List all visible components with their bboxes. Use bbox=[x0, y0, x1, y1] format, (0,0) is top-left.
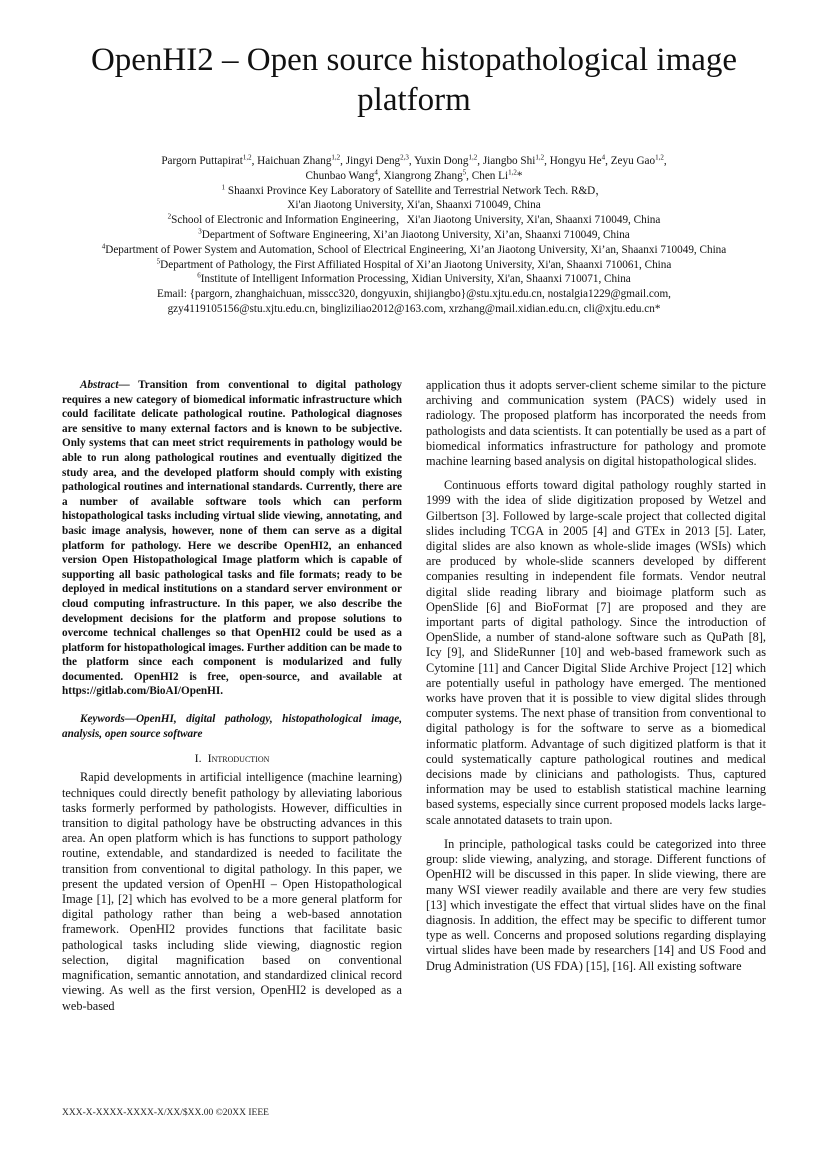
affiliation-text: Department of Pathology, the First Affiliated Hospital of Xi’an Jiaotong University, Xi'an, Shaanxi 710061, China bbox=[160, 258, 672, 271]
email-line-2: gzy4119105156@stu.xjtu.edu.cn, bingliziliao2012@163.com, xrzhang@mail.xidian.edu.cn, cli@xjtu.edu.cn* bbox=[167, 302, 661, 315]
abstract bbox=[62, 378, 402, 699]
affiliation-line bbox=[20, 272, 808, 287]
author-affiliation-sup: 1,2 bbox=[242, 153, 252, 162]
email-line-1: Email: {pargorn, zhanghaichuan, misscc320, dongyuxin, shijiangbo}@stu.xjtu.edu.cn, nostalgia1229@gmail.com, bbox=[157, 288, 671, 301]
keywords: Keywords—OpenHI, digital pathology, histopathological image, analysis, open source software bbox=[62, 713, 402, 740]
author-name: Jingyi Deng bbox=[345, 155, 401, 167]
affiliation-line bbox=[20, 184, 808, 199]
author-line-2: Chunbao Wang$^4$, Xiangrong Zhang$^5$, Chen Li$^{1,2}$* bbox=[305, 168, 523, 182]
body-paragraph: Continuous efforts toward digital pathology roughly started in 1999 with the idea of slide digitization proposed by Wetzel and Gilbertson [3]. Followed by large-scale project that collected digital slides including TCGA in 2005 [4] and GTEx in 2013 [5]. Later, digital slides are also known as whole-slide images (WSIs) which are produced by whole-slide scanners developed by different companies resulting in independent file formats. Vendor neutral digital slide reading library and bioimage platform such as OpenSlide [6] and BioFormat [7] are proposed and they are important parts of digital pathology. Since the introduction of OpenSlide, a number of stand-alone software such as QuPath [8], Icy [9], and SlideRunner [10] and web-based framework such as Cytomine [11] and Cancer Digital Slide Archive Project [12] which are potentially useful in pathology have emerged. The mentioned works have proven that it is possible to view digital slides through computer systems. The next phase of transition from conventional to digital pathology is for the software to serve as a biomedical informatic platform. Advantage of such digitized platform is that it could systematically capture pathological routines and medical decisions made by clinicians and pathologists. Thus, captured information may be used to establish statistical machine learning based systems, especially since current proposed models lacks large-scale annotated datasets to train upon. bbox=[426, 478, 766, 827]
copyright-footer: XXX-X-XXXX-XXXX-X/XX/$XX.00 ©20XX IEEE bbox=[62, 1108, 269, 1118]
author-name: Yuxin Dong bbox=[414, 155, 469, 167]
author bbox=[550, 155, 605, 167]
author-name: Hongyu He bbox=[549, 155, 602, 167]
affiliation-line bbox=[20, 258, 808, 273]
author bbox=[346, 155, 409, 167]
affiliation-text: Xi'an Jiaotong University, Xi'an, Shaanxi 710049, China bbox=[287, 199, 541, 212]
right-paragraphs bbox=[426, 378, 766, 974]
affiliation-text: School of Electronic and Information Engineering，Xi'an Jiaotong University, Xi'an, Shaanxi 710049, China bbox=[171, 214, 661, 227]
author-affiliation-sup: 4 bbox=[374, 168, 378, 177]
author-name: Jiangbo Shi bbox=[482, 155, 536, 167]
author bbox=[483, 155, 544, 167]
affiliation-text: Shaanxi Province Key Laboratory of Satellite and Terrestrial Network Tech. R&D， bbox=[225, 184, 607, 197]
author-name: Chunbao Wang bbox=[305, 169, 375, 182]
left-column bbox=[62, 378, 402, 1023]
affiliation-number: 1 bbox=[221, 182, 226, 191]
author-name: Chen Li bbox=[471, 169, 509, 182]
author-affiliation-sup: 1,2 bbox=[468, 153, 478, 162]
author-line-1: Pargorn Puttapirat$^{1,2}$, Haichuan Zhang$^{1,2}$, Jingyi Deng$^{2,3}$, Yuxin Dong$^{1,2}$, Jiangbo Shi$^{1,2}$, Hongyu He$^4$, Zeyu Gao$^{1,2}$, bbox=[161, 153, 667, 167]
affiliation-line bbox=[20, 198, 808, 213]
affiliation-line bbox=[20, 213, 808, 228]
section-title-rest: ntroduction bbox=[211, 751, 270, 766]
affiliation-number: 5 bbox=[156, 256, 161, 265]
author-affiliation-sup: 1,2 bbox=[655, 153, 664, 162]
author-affiliation-sup: 1,2 bbox=[331, 153, 341, 162]
section-title-initial: I bbox=[207, 751, 212, 766]
author-affiliation-sup: 1,2 bbox=[508, 168, 517, 177]
affiliations bbox=[20, 184, 808, 288]
author-name: Zeyu Gao bbox=[610, 155, 656, 167]
author-affiliation-sup: 2,3 bbox=[400, 153, 409, 162]
affiliation-text: Department of Software Engineering, Xi’an Jiaotong University, Xi’an, Shaanxi 710049, China bbox=[201, 228, 630, 241]
affiliation-number: 3 bbox=[198, 227, 202, 236]
affiliation-number: 6 bbox=[197, 271, 201, 280]
body-paragraph: Rapid developments in artificial intelligence (machine learning) techniques could directly benefit pathology by alleviating laborious tasks formerly performed by pathologists. However, difficulties in transition to digital pathology have be obstructing advances in this area. An open platform which is has functions to support pathology routine, extendable, and standardized is needed to facilitate the transition from conventional to digital pathology. In this paper, we present the updated version of OpenHI – Open Histopathological Image [1], [2] which has evolved to be a more general platform for digital pathology rather than being a web-based annotation framework. OpenHI2 provides functions that facilitate basic pathological tasks including slide viewing, diagnostic region selection, digital magnification based on conventional magnification, semantic annotation, and standardized clinical record viewing. As well as the first version, OpenHI2 is developed as a web-based bbox=[62, 770, 402, 1013]
abstract-label: Abstract bbox=[80, 379, 119, 391]
affiliation-number: 2 bbox=[167, 212, 172, 221]
corresponding-mark: * bbox=[516, 169, 523, 182]
section-numeral: I. bbox=[194, 751, 202, 766]
author bbox=[257, 155, 340, 167]
author-affiliation-sup: 5 bbox=[462, 168, 467, 177]
left-paragraphs bbox=[62, 770, 402, 1013]
author bbox=[383, 170, 466, 182]
author-name: Xiangrong Zhang bbox=[383, 169, 463, 182]
author bbox=[161, 155, 251, 167]
author-name: Pargorn Puttapirat bbox=[161, 155, 243, 167]
author bbox=[472, 170, 523, 182]
abstract-text: — Transition from conventional to digital pathology requires a new category of biomedical informatic infrastructure which could facilitate delicate pathological routine. Pathological diagnoses are sensitive to many external factors and is known to be subjective. Only systems that can meet strict requirements in pathology would be able to run along pathological routines and eventually digitized the study area, and the developed platform should comply with existing pathological routines and international standards. Currently, there are a number of available software tools which can perform histopathological tasks including virtual slide viewing, annotating, and basic image analysis, however, none of them can serve as a digital platform for pathology. Here we describe OpenHI2, an enhanced version Open Histopathological Image platform which is capable of supporting all basic pathological tasks and file formats; ready to be deployed in medical institutions on a standard server environment or cloud computing infrastructure. In this paper, we also describe the development decisions for the platform and propose solutions to overcome technical challenges so that OpenHI2 could be used as a platform for histopathological images. Further addition can be made to the platform since each component is modularized and fully documented. OpenHI2 is free, open-source, and available at https://gitlab.com/BioAI/OpenHI. bbox=[62, 379, 402, 698]
right-column bbox=[426, 378, 766, 983]
paper-title: OpenHI2 – Open source histopathological image platform bbox=[90, 42, 738, 118]
author bbox=[306, 170, 378, 182]
author-name: Haichuan Zhang bbox=[257, 155, 332, 167]
affiliation-number: 4 bbox=[101, 242, 106, 251]
affiliation-text: Department of Power System and Automation, School of Electrical Engineering, Xi’an Jiaotong University, Xi’an, Shaanxi 710049, China bbox=[105, 243, 727, 256]
author-block bbox=[20, 154, 808, 317]
author-affiliation-sup: 1,2 bbox=[535, 153, 545, 162]
affiliation-line bbox=[20, 228, 808, 243]
author bbox=[611, 155, 664, 167]
author-affiliation-sup: 4 bbox=[601, 153, 606, 162]
body-paragraph: application thus it adopts server-client scheme similar to the picture archiving and communication system (PACS) widely used in radiology. The proposed platform has incorporated the needs from pathologists and data scientists. It can potentially be used as a part of biomedical informatics infrastructure for pathology and promote machine learning based analysis on digital histopathological slides. bbox=[426, 378, 766, 469]
section-heading-introduction bbox=[62, 751, 402, 766]
author bbox=[414, 155, 477, 167]
body-paragraph: In principle, pathological tasks could be categorized into three group: slide viewing, analyzing, and storage. Different functions of OpenHI2 will be discussed in this paper. In slide viewing, there are many WSI viewer readily available and there are very few studies [13] which investigate the effect that virtual slides have on the final diagnosis. In addition, the effect may be specific to different tumor type as well. Concerns and proposed solutions regarding displaying virtual slides have been made by researchers [14] and US Food and Drug Administration (US FDA) [15], [16]. All existing software bbox=[426, 836, 766, 973]
affiliation-text: Institute of Intelligent Information Processing, Xidian University, Xi'an, Shaanxi 710071, China bbox=[200, 273, 631, 286]
affiliation-line bbox=[20, 243, 808, 258]
